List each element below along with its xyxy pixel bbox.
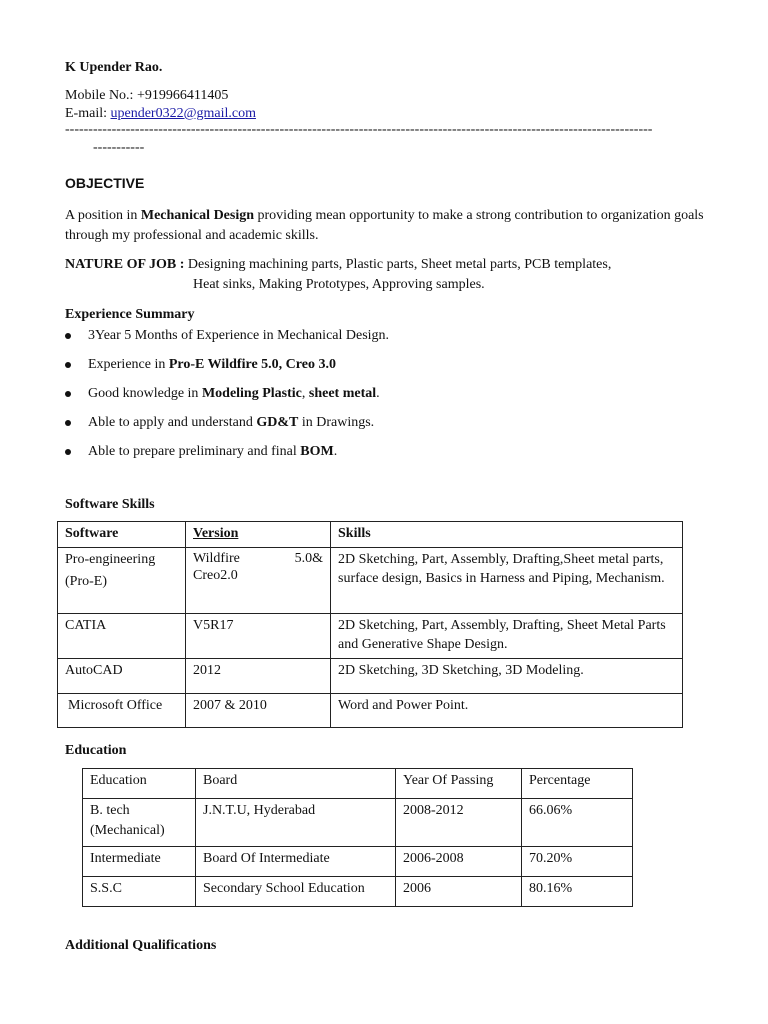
objective-bold: Mechanical Design	[140, 208, 255, 223]
bullet-icon	[65, 420, 71, 426]
column-header: Year Of Passing	[396, 769, 522, 799]
table-header-row	[58, 522, 683, 548]
email-link[interactable]: upender0322@gmail.com	[110, 106, 256, 121]
column-header: Version	[186, 522, 331, 548]
table-row	[58, 547, 683, 613]
nature-of-job-label: NATURE OF JOB	[65, 257, 177, 272]
table-cell: 2006	[396, 877, 522, 907]
table-cell: Wildfire 5.0& Creo2.0	[186, 547, 331, 613]
bullet-icon	[65, 362, 71, 368]
bullet-icon	[65, 449, 71, 455]
list-item: Able to prepare preliminary and final BOM.	[65, 442, 705, 471]
table-row	[83, 847, 633, 877]
table-cell: 2007 & 2010	[186, 693, 331, 727]
list-item: Able to apply and understand GD&T in Drawings.	[65, 413, 705, 442]
email-label: E-mail:	[65, 106, 111, 121]
experience-list	[65, 326, 705, 471]
education-heading: Education	[65, 743, 127, 758]
table-cell: B. tech (Mechanical)	[83, 799, 196, 847]
table-cell: Board Of Intermediate	[196, 847, 396, 877]
list-item: Experience in Pro-E Wildfire 5.0, Creo 3.0	[65, 355, 705, 384]
objective-text: A position in Mechanical Design providing mean opportunity to make a strong contribution to organization goals through my professional and academic skills.	[65, 208, 704, 243]
bullet-icon	[65, 391, 71, 397]
column-header: Software	[58, 522, 186, 548]
mobile-line	[65, 88, 228, 104]
table-row	[83, 877, 633, 907]
divider-line-2: -----------	[93, 140, 145, 155]
column-header: Education	[83, 769, 196, 799]
table-cell: Secondary School Education	[196, 877, 396, 907]
table-row	[83, 799, 633, 847]
objective-heading: OBJECTIVE	[65, 175, 145, 191]
table-cell: 2006-2008	[396, 847, 522, 877]
bullet-icon	[65, 333, 71, 339]
column-header: Percentage	[522, 769, 633, 799]
table-cell: Pro-engineering (Pro-E)	[58, 547, 186, 613]
experience-heading: Experience Summary	[65, 307, 195, 322]
table-cell: 2D Sketching, 3D Sketching, 3D Modeling.	[331, 658, 683, 693]
table-cell: 80.16%	[522, 877, 633, 907]
candidate-name: K Upender Rao.	[65, 60, 163, 75]
table-cell: AutoCAD	[58, 658, 186, 693]
table-header-row	[83, 769, 633, 799]
table-cell: 66.06%	[522, 799, 633, 847]
table-cell: CATIA	[58, 613, 186, 658]
nature-of-job-line2: Heat sinks, Making Prototypes, Approving samples.	[193, 277, 485, 292]
column-header: Board	[196, 769, 396, 799]
table-cell: 2008-2012	[396, 799, 522, 847]
software-skills-heading: Software Skills	[65, 497, 155, 512]
divider-line-1: ------------------------------------------------------------------------------------------------------------------------------	[65, 122, 653, 137]
table-cell: V5R17	[186, 613, 331, 658]
table-row	[58, 658, 683, 693]
nature-of-job-line1: NATURE OF JOB : Designing machining parts, Plastic parts, Sheet metal parts, PCB templates,	[65, 257, 612, 272]
email-line	[65, 106, 256, 122]
table-cell: Word and Power Point.	[331, 693, 683, 727]
table-cell: Intermediate	[83, 847, 196, 877]
table-cell: S.S.C	[83, 877, 196, 907]
mobile-label: Mobile No.:	[65, 88, 137, 103]
table-cell: 70.20%	[522, 847, 633, 877]
mobile-number: +919966411405	[136, 88, 229, 103]
table-cell: Microsoft Office	[58, 693, 186, 727]
software-skills-table	[57, 521, 683, 728]
list-item: Good knowledge in Modeling Plastic, sheet metal.	[65, 384, 705, 413]
education-table	[82, 768, 633, 907]
table-row	[58, 613, 683, 658]
column-header: Skills	[331, 522, 683, 548]
list-item: 3Year 5 Months of Experience in Mechanical Design.	[65, 326, 705, 355]
table-cell: 2012	[186, 658, 331, 693]
table-cell: J.N.T.U, Hyderabad	[196, 799, 396, 847]
table-row	[58, 693, 683, 727]
table-cell: 2D Sketching, Part, Assembly, Drafting, Sheet Metal Parts and Generative Shape Design.	[331, 613, 683, 658]
table-cell: 2D Sketching, Part, Assembly, Drafting,Sheet metal parts, surface design, Basics in Harness and Piping, Mechanism.	[331, 547, 683, 613]
additional-qualifications-heading: Additional Qualifications	[65, 938, 217, 953]
